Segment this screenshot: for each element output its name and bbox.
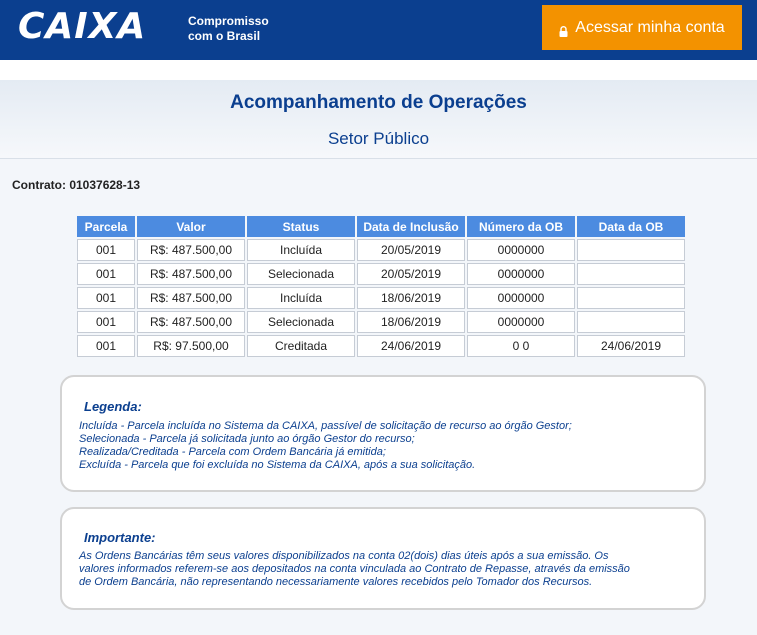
legend-text	[79, 420, 694, 472]
table-row	[77, 263, 685, 285]
header-separator	[0, 60, 757, 80]
login-button[interactable]	[542, 5, 742, 50]
cell-data-ob: 24/06/2019	[577, 335, 685, 357]
contract-number: Contrato: 01037628-13	[12, 178, 141, 192]
important-title: Importante:	[84, 530, 156, 545]
cell-valor: R$: 487.500,00	[137, 263, 245, 285]
cell-valor: R$: 97.500,00	[137, 335, 245, 357]
cell-parcela: 001	[77, 287, 135, 309]
slogan	[188, 14, 269, 44]
cell-valor: R$: 487.500,00	[137, 287, 245, 309]
cell-status: Selecionada	[247, 263, 355, 285]
cell-data-inclusao: 20/05/2019	[357, 239, 465, 261]
cell-numero-ob: 0 0	[467, 335, 575, 357]
page-title: Acompanhamento de Operações	[230, 92, 527, 113]
cell-parcela: 001	[77, 263, 135, 285]
cell-valor: R$: 487.500,00	[137, 311, 245, 333]
cell-parcela: 001	[77, 239, 135, 261]
login-label: Acessar minha conta	[575, 18, 725, 36]
cell-data-ob	[577, 287, 685, 309]
legend-title: Legenda:	[84, 399, 142, 414]
cell-status: Selecionada	[247, 311, 355, 333]
important-box	[60, 507, 706, 610]
cell-status: Incluída	[247, 287, 355, 309]
lock-icon	[559, 26, 568, 34]
cell-data-inclusao: 24/06/2019	[357, 335, 465, 357]
cell-parcela: 001	[77, 311, 135, 333]
cell-numero-ob: 0000000	[467, 239, 575, 261]
slogan-line-2: com o Brasil	[188, 29, 261, 43]
cell-status: Incluída	[247, 239, 355, 261]
cell-status: Creditada	[247, 335, 355, 357]
cell-numero-ob: 0000000	[467, 287, 575, 309]
cell-data-ob	[577, 263, 685, 285]
legend-line: Realizada/Creditada - Parcela com Ordem Bancária já emitida;	[79, 446, 386, 458]
operations-table	[75, 214, 687, 359]
header-valor: Valor	[137, 216, 245, 237]
page-subtitle: Setor Público	[327, 129, 430, 148]
legend-line: Selecionada - Parcela já solicitada junto ao órgão Gestor do recurso;	[79, 433, 415, 445]
important-line: As Ordens Bancárias têm seus valores disponibilizados na conta 02(dois) dias úteis após a sua emissão. Os	[79, 550, 609, 562]
cell-data-ob	[577, 239, 685, 261]
title-area	[0, 80, 757, 159]
table-row	[77, 287, 685, 309]
header-status: Status	[247, 216, 355, 237]
cell-data-ob	[577, 311, 685, 333]
table-row	[77, 335, 685, 357]
cell-valor: R$: 487.500,00	[137, 239, 245, 261]
legend-line: Excluída - Parcela que foi excluída no Sistema da CAIXA, após a sua solicitação.	[79, 459, 476, 471]
cell-numero-ob: 0000000	[467, 311, 575, 333]
table-row	[77, 311, 685, 333]
legend-box	[60, 375, 706, 492]
cell-data-inclusao: 18/06/2019	[357, 287, 465, 309]
cell-data-inclusao: 18/06/2019	[357, 311, 465, 333]
cell-data-inclusao: 20/05/2019	[357, 263, 465, 285]
cell-numero-ob: 0000000	[467, 263, 575, 285]
cell-parcela: 001	[77, 335, 135, 357]
important-text	[79, 550, 694, 589]
header-numero-ob: Número da OB	[467, 216, 575, 237]
top-header	[0, 0, 757, 60]
table-header-row	[77, 216, 685, 237]
legend-line: Incluída - Parcela incluída no Sistema da CAIXA, passível de solicitação de recurso ao órgão Gestor;	[79, 420, 572, 432]
header-data-ob: Data da OB	[577, 216, 685, 237]
slogan-line-1: Compromisso	[188, 14, 269, 28]
caixa-logo[interactable]: CAIXA	[18, 6, 147, 47]
important-line: valores informados referem-se aos depositados na conta vinculada ao Contrato de Repasse, através da emissão	[79, 563, 630, 575]
important-line: de Ordem Bancária, não representando necessariamente valores recebidos pelo Tomador dos Recursos.	[79, 576, 593, 588]
table-row	[77, 239, 685, 261]
header-parcela: Parcela	[77, 216, 135, 237]
header-data-inclusao: Data de Inclusão	[357, 216, 465, 237]
